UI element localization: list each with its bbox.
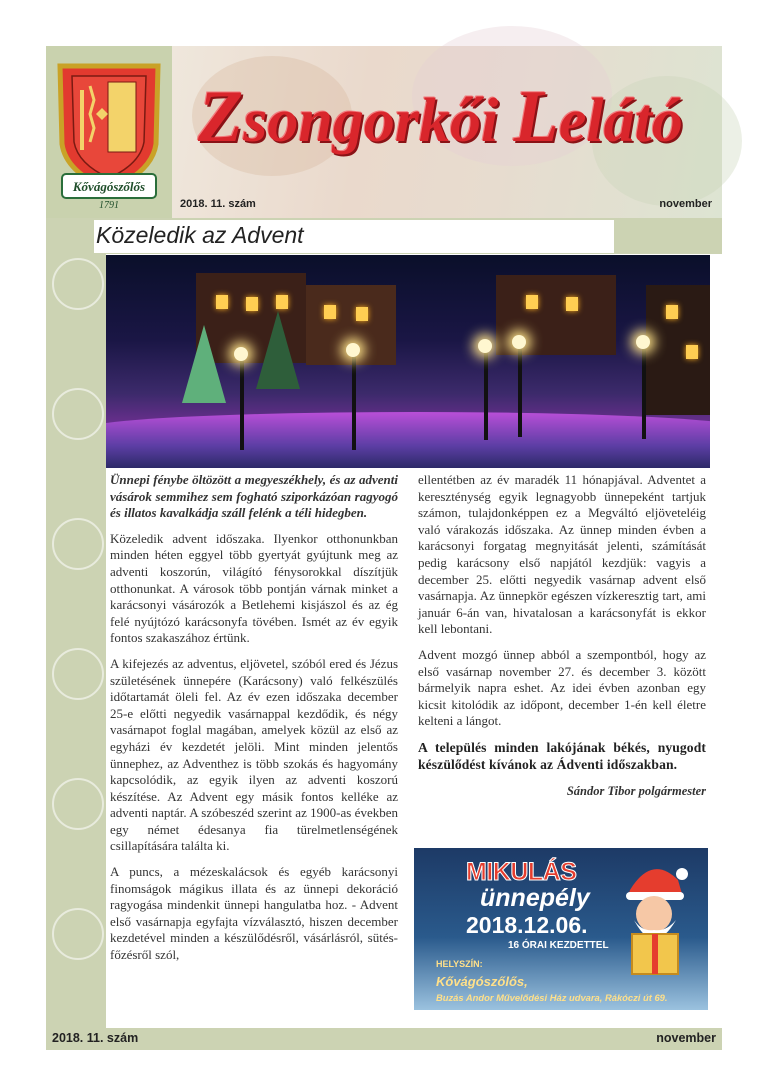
crest-year-text: 1791 — [99, 200, 119, 211]
header-month: november — [659, 198, 712, 210]
article-closing: A település minden lakójának békés, nyugodt készülődést kívánok az Ádventi időszakban. — [418, 739, 706, 773]
article-paragraph: A kifejezés az adventus, eljövetel, szóból ered és Jézus születésének ünnepére (Karácsony) való felkészülés időtartamát öleli fel. Az év ezen időszaka december 25-e előtti negyedik vasárnappal kezdődik, és négy vasárnapot foglal magában, amelyek közül az első az egyházi év kezdetét jelöli. Mint minden jelentős ünnephez, az Adventhez is több szokás és hagyomány kapcsolódik, az egyik ilyen az adventi koszorú készítése. Az Advent egy másik fontos kelléke az adventi naptár. A szóbeszéd szerint az 1900-as években egy német édesanya fia türelmetlenségének csillapítására találta ki. — [110, 655, 398, 854]
poster-location-label: HELYSZÍN: — [436, 959, 483, 969]
poster-location-town: Kővágószőlős, — [436, 974, 528, 989]
footer-issue-number: 2018. 11. szám — [52, 1031, 139, 1045]
christmas-village-photo — [106, 255, 710, 468]
article-title: Közeledik az Advent — [96, 222, 304, 248]
article-right-column — [418, 472, 706, 809]
footer-month: november — [656, 1031, 716, 1045]
poster-title-line1: MIKULÁS — [466, 858, 577, 886]
santa-illustration — [612, 860, 692, 980]
poster-title-line2: ünnepély — [480, 884, 590, 912]
article-lead: Ünnepi fénybe öltözött a megyeszékhely, és az adventi vásárok semmihez sem fogható sziporkázóan ragyogó és illatos kavalkádja száll felénk a téli hidegben. — [110, 472, 398, 521]
article-signature: Sándor Tibor polgármester — [566, 783, 706, 798]
municipal-crest-logo — [50, 54, 168, 214]
poster-date: 2018.12.06. — [466, 912, 588, 938]
article-left-column — [110, 472, 398, 973]
header-issue-number: 2018. 11. szám — [180, 198, 256, 210]
footer-bar — [46, 1028, 722, 1050]
article-paragraph: ellentétben az év maradék 11 hónapjával. Adventet a kereszténység egyik legnagyobb ünnepeként tartjuk számon, tulajdonképpen ez a Megváltó eljöveteléig való várakozás időszaka. Az ünnep minden évben a karácsonyi forgatag megnyitását jelenti, számítását pedig karácsony első napjától kezdjük: vagyis a december 25. előtti negyedik vasárnap advent első vasárnapja. Az ünnepkör egészen vízkeresztig tart, ami január 6-án van, hivatalosan a karácsonyfát is ekkor kell lebontani. — [418, 472, 706, 637]
article-paragraph: Közeledik advent időszaka. Ilyenkor otthonunkban minden héten eggyel több gyertyát gyújtunk meg az adventi koszorún, világító fénysorokkal díszítjük otthonunkat. A városok több pontján várnak minket a karácsonyi vásározók a Betlehemi kisjászol és az ég felé nyújtózó karácsonyfa tövében. Ismét az év egyik fontos szakaszához értünk. — [110, 530, 398, 646]
left-decorative-band — [46, 218, 106, 1028]
crest-banner-text: Kővágószőlős — [72, 179, 146, 194]
masthead-title: Zsongorkői Lelátó — [198, 76, 683, 158]
poster-time: 16 ÓRAI KEZDETTEL — [508, 940, 609, 951]
article-paragraph: Advent mozgó ünnep abból a szempontból, hogy az első vasárnap november 27. és december 3. között bármelyik napra eshet. Az idei évben azonban egy kicsit kitolódik az időpont, december 1-én kell életre kelteni a lángot. — [418, 646, 706, 729]
poster-location-address: Buzás Andor Művelődési Ház udvara, Rákóczi út 69. — [436, 992, 668, 1003]
mikulas-event-poster — [414, 848, 708, 1010]
article-paragraph: A puncs, a mézeskalácsok és egyéb karácsonyi finomságok mágikus illata és az ünnepi dekoráció ragyogása mindenkit ünnepi hangulatba hoz. - Advent első vasárnapja egyfajta vízválasztó, hiszen december kezdetével minden a készülődésről, vásárlásról, sütés-főzésről szól, — [110, 864, 398, 963]
